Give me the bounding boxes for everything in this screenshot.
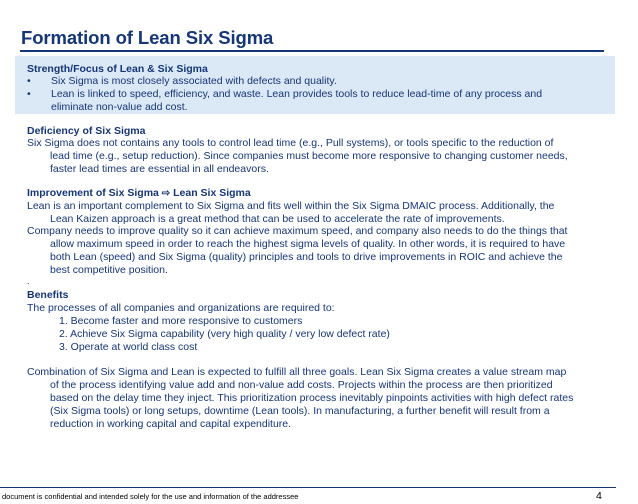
benefit-item: 3. Operate at world class cost [59,341,198,353]
improvement-line: Company needs to improve quality so it can achieve maximum speed, and company also needs to do the things that [27,225,568,237]
deficiency-line: faster lead times are essential in all endeavors. [50,163,269,175]
deficiency-heading: Deficiency of Six Sigma [27,125,146,137]
benefits-intro: The processes of all companies and organizations are required to: [27,302,335,314]
strength-bullet-2: Lean is linked to speed, efficiency, and waste. Lean provides tools to reduce lead-time of any process and eliminate non-value add cost. [51,88,543,113]
benefits-paragraph-line: Combination of Six Sigma and Lean is expected to fulfill all three goals. Lean Six Sigma creates a value stream map [27,366,567,378]
improvement-line: Lean Kaizen approach is a great method that can be used to accelerate the rate of improvements. [50,213,505,225]
trailing-mark: . [27,276,30,286]
benefits-heading: Benefits [27,289,69,301]
footer-divider [0,487,616,488]
benefit-item: 1. Become faster and more responsive to customers [59,315,303,327]
bullet-marker: • [27,88,31,100]
benefits-paragraph-line: based on the delay time they inject. This prioritization process inevitably pinpoints activities with high defect rates [50,392,574,404]
page-number: 4 [596,490,602,502]
improvement-line: best competitive position. [50,264,168,276]
title-underline [20,50,604,52]
bullet-marker: • [27,75,31,87]
improvement-heading: Improvement of Six Sigma ⇨ Lean Six Sigma [27,187,251,199]
improvement-line: allow maximum speed in order to reach the highest sigma levels of quality. In other words, it is required to have [50,238,566,250]
benefits-paragraph-line: (Six Sigma tools) or long setups, downtime (Lean tools). In manufacturing, a further benefit will result from a [50,405,550,417]
improvement-line: both Lean (speed) and Six Sigma (quality) principles and tools to drive improvements in ROIC and achieve the [50,251,563,263]
strength-heading: Strength/Focus of Lean & Six Sigma [27,63,208,75]
benefits-paragraph-line: of the process identifying value add and non-value add costs. Projects within the process are then prioritized [50,379,553,391]
benefits-paragraph-line: reduction in working capital and capital expenditure. [50,418,292,430]
deficiency-line: lead time (e.g., setup reduction). Since companies must become more responsive to changing customer needs, [50,150,568,162]
deficiency-line: Six Sigma does not contains any tools to control lead time (e.g., Pull systems), or tools specific to the reduction of [27,137,554,149]
confidentiality-note: document is confidential and intended solely for the use and information of the addressee [2,492,299,501]
benefit-item: 2. Achieve Six Sigma capability (very high quality / very low defect rate) [59,328,390,340]
arrow-right-icon: ⇨ [161,188,171,199]
strength-bullet-1: Six Sigma is most closely associated with defects and quality. [51,75,337,87]
page-title: Formation of Lean Six Sigma [21,27,274,48]
improvement-line: Lean is an important complement to Six Sigma and fits well within the Six Sigma DMAIC process. Additionally, the [27,200,555,212]
